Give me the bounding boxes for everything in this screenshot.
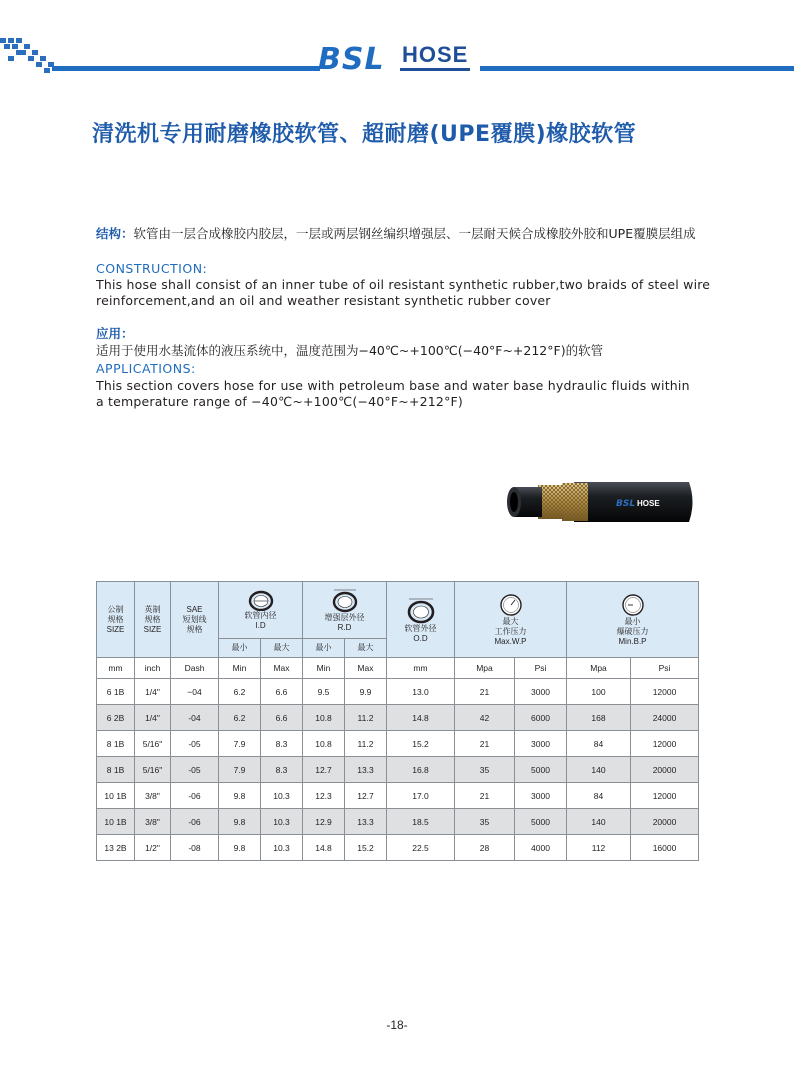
table-cell: 140 [567,809,631,835]
table-cell: 17.0 [387,783,455,809]
table-cell: 18.5 [387,809,455,835]
table-cell: -06 [171,809,219,835]
page-title: 清洗机专用耐磨橡胶软管、超耐磨(UPE覆膜)橡胶软管 [92,122,637,147]
table-row [97,809,699,835]
table-cell: -08 [171,835,219,861]
table-cell: -06 [171,783,219,809]
table-cell: −04 [171,679,219,705]
table-cell: 8 1B [97,757,135,783]
table-cell: 4000 [515,835,567,861]
table-cell: 10 1B [97,809,135,835]
table-cell: 100 [567,679,631,705]
table-cell: 13.3 [345,809,387,835]
table-cell: -04 [171,705,219,731]
table-cell: 12000 [631,731,699,757]
table-row [97,835,699,861]
unit-cell: Max [345,658,387,679]
svg-text:HOSE: HOSE [637,499,660,508]
table-row [97,757,699,783]
construction-zh-text: 软管由一层合成橡胶内胶层，一层或两层钢丝编织增强层、一层耐天候合成橡胶外胶和UPE覆膜层组成 [133,226,696,241]
data-row-group [97,679,699,861]
th-wp-en: Max.W.P [494,636,527,646]
table-cell: 11.2 [345,731,387,757]
table-cell: 13 2B [97,835,135,861]
brand-logo [318,40,478,76]
table-cell: 20000 [631,757,699,783]
reinforcement-diameter-icon [332,587,358,613]
applications-zh-label: 应用： [96,326,134,341]
page-number: -18- [386,1018,408,1032]
table-cell: 10.3 [261,835,303,861]
table-cell: 42 [455,705,515,731]
table-row [97,705,699,731]
applications-en-label: APPLICATIONS: [96,361,196,376]
table-cell: 6.2 [219,705,261,731]
table-cell: 13.3 [345,757,387,783]
table-cell: 13.0 [387,679,455,705]
th-wp-zh2: 工作压力 [494,626,527,636]
th-max-working-pressure [455,582,567,658]
table-cell: 9.8 [219,809,261,835]
table-cell: 8 1B [97,731,135,757]
unit-cell: Psi [515,658,567,679]
table-cell: 10.3 [261,809,303,835]
table-cell: 15.2 [387,731,455,757]
table-cell: 84 [567,783,631,809]
th-od-en: O.D [413,633,428,643]
logo-main-text: BSL [318,42,385,77]
table-cell: 35 [455,757,515,783]
table-cell: 12.7 [303,757,345,783]
th-bp-zh1: 最小 [624,616,641,626]
table-cell: -05 [171,757,219,783]
applications-zh-text: 适用于使用水基流体的液压系统中，温度范围为−40℃~+100℃(−40°F~+212°F)的软管 [96,343,604,358]
table-cell: 3000 [515,783,567,809]
table-cell: 12.9 [303,809,345,835]
table-cell: 20000 [631,809,699,835]
th-rd-zh: 增强层外径 [324,613,365,622]
table-cell: 112 [567,835,631,861]
table-cell: 6.6 [261,705,303,731]
th-min-burst-pressure [567,582,699,658]
table-cell: 21 [455,731,515,757]
units-row-group [97,658,699,679]
table-cell: 3/8" [135,809,171,835]
header-rule-right [480,66,794,71]
table-cell: 10 1B [97,783,135,809]
table-cell: 11.2 [345,705,387,731]
table-cell: 7.9 [219,731,261,757]
table-cell: 10.3 [261,783,303,809]
units-row [97,658,699,679]
applications-en-text: This section covers hose for use with petroleum base and water base hydraulic fluids within a temperature range of −40℃~+100℃(−40°F~+212°F) [96,378,690,409]
th-wp-zh1: 最大 [502,616,519,626]
table-cell: 9.9 [345,679,387,705]
unit-cell: Min [219,658,261,679]
table-cell: 24000 [631,705,699,731]
spec-table [96,581,699,861]
table-cell: 9.8 [219,783,261,809]
table-cell: 5/16" [135,757,171,783]
table-cell: 6 1B [97,679,135,705]
table-cell: 3/8" [135,783,171,809]
th-inch-size: 英制 规格 SIZE [135,582,171,658]
th-id-zh: 软管内径 [244,611,277,620]
table-cell: 6 2B [97,705,135,731]
th-inner-diameter [219,582,303,639]
table-cell: 21 [455,783,515,809]
table-cell: 12.3 [303,783,345,809]
unit-cell: mm [97,658,135,679]
table-cell: 16.8 [387,757,455,783]
table-cell: 22.5 [387,835,455,861]
table-cell: 9.8 [219,835,261,861]
outer-diameter-icon [407,596,435,624]
table-cell: 12.7 [345,783,387,809]
table-cell: -05 [171,731,219,757]
unit-cell: mm [387,658,455,679]
table-cell: 6.2 [219,679,261,705]
table-cell: 8.3 [261,731,303,757]
th-sae-dash: SAE 短划线 规格 [171,582,219,658]
unit-cell: Min [303,658,345,679]
table-cell: 5000 [515,757,567,783]
table-cell: 6000 [515,705,567,731]
table-cell: 28 [455,835,515,861]
header-rule-left [52,66,320,71]
table-cell: 21 [455,679,515,705]
pressure-gauge-icon [499,593,523,617]
unit-cell: Max [261,658,303,679]
table-cell: 14.8 [387,705,455,731]
unit-cell: Dash [171,658,219,679]
table-cell: 1/4" [135,705,171,731]
construction-en-label: CONSTRUCTION: [96,261,208,276]
th-id-en: I.D [255,621,266,630]
svg-text:BSL: BSL [616,499,636,509]
unit-cell: Mpa [567,658,631,679]
table-cell: 7.9 [219,757,261,783]
construction-en-text: This hose shall consist of an inner tube of oil resistant synthetic rubber,two braids of steel wire reinforcement,and an oil and weather resistant synthetic rubber cover [96,277,711,308]
table-cell: 35 [455,809,515,835]
table-cell: 5/16" [135,731,171,757]
construction-zh [96,226,716,242]
th-rd-max: 最大 [345,639,387,658]
table-row [97,679,699,705]
construction-zh-label: 结构： [96,226,134,241]
th-bp-en: Min.B.P [618,636,647,646]
table-cell: 12000 [631,679,699,705]
table-cell: 10.8 [303,705,345,731]
th-rd-min: 最小 [303,639,345,658]
th-metric-size: 公制 规格 SIZE [97,582,135,658]
table-cell: 6.6 [261,679,303,705]
unit-cell: Psi [631,658,699,679]
unit-cell: inch [135,658,171,679]
table-cell: 12000 [631,783,699,809]
table-cell: 16000 [631,835,699,861]
inner-diameter-icon [248,589,274,611]
table-cell: 8.3 [261,757,303,783]
logo-sub-text: HOSE [400,42,470,71]
table-cell: 15.2 [345,835,387,861]
th-outer-diameter [387,582,455,658]
table-row [97,731,699,757]
unit-cell: Mpa [455,658,515,679]
table-cell: 140 [567,757,631,783]
th-reinforcement-diameter [303,582,387,639]
burst-gauge-icon [621,593,645,617]
th-id-max: 最大 [261,639,303,658]
table-cell: 1/4" [135,679,171,705]
table-cell: 3000 [515,731,567,757]
th-id-min: 最小 [219,639,261,658]
table-cell: 5000 [515,809,567,835]
table-cell: 9.5 [303,679,345,705]
table-cell: 14.8 [303,835,345,861]
table-row [97,783,699,809]
th-bp-zh2: 爆破压力 [616,626,649,636]
table-cell: 168 [567,705,631,731]
hose-product-image [504,476,696,528]
applications-zh-label-line [96,326,716,342]
th-rd-en: R.D [337,623,352,632]
table-cell: 10.8 [303,731,345,757]
th-od-zh: 软管外径 [404,623,437,633]
table-cell: 84 [567,731,631,757]
table-cell: 3000 [515,679,567,705]
table-cell: 1/2" [135,835,171,861]
